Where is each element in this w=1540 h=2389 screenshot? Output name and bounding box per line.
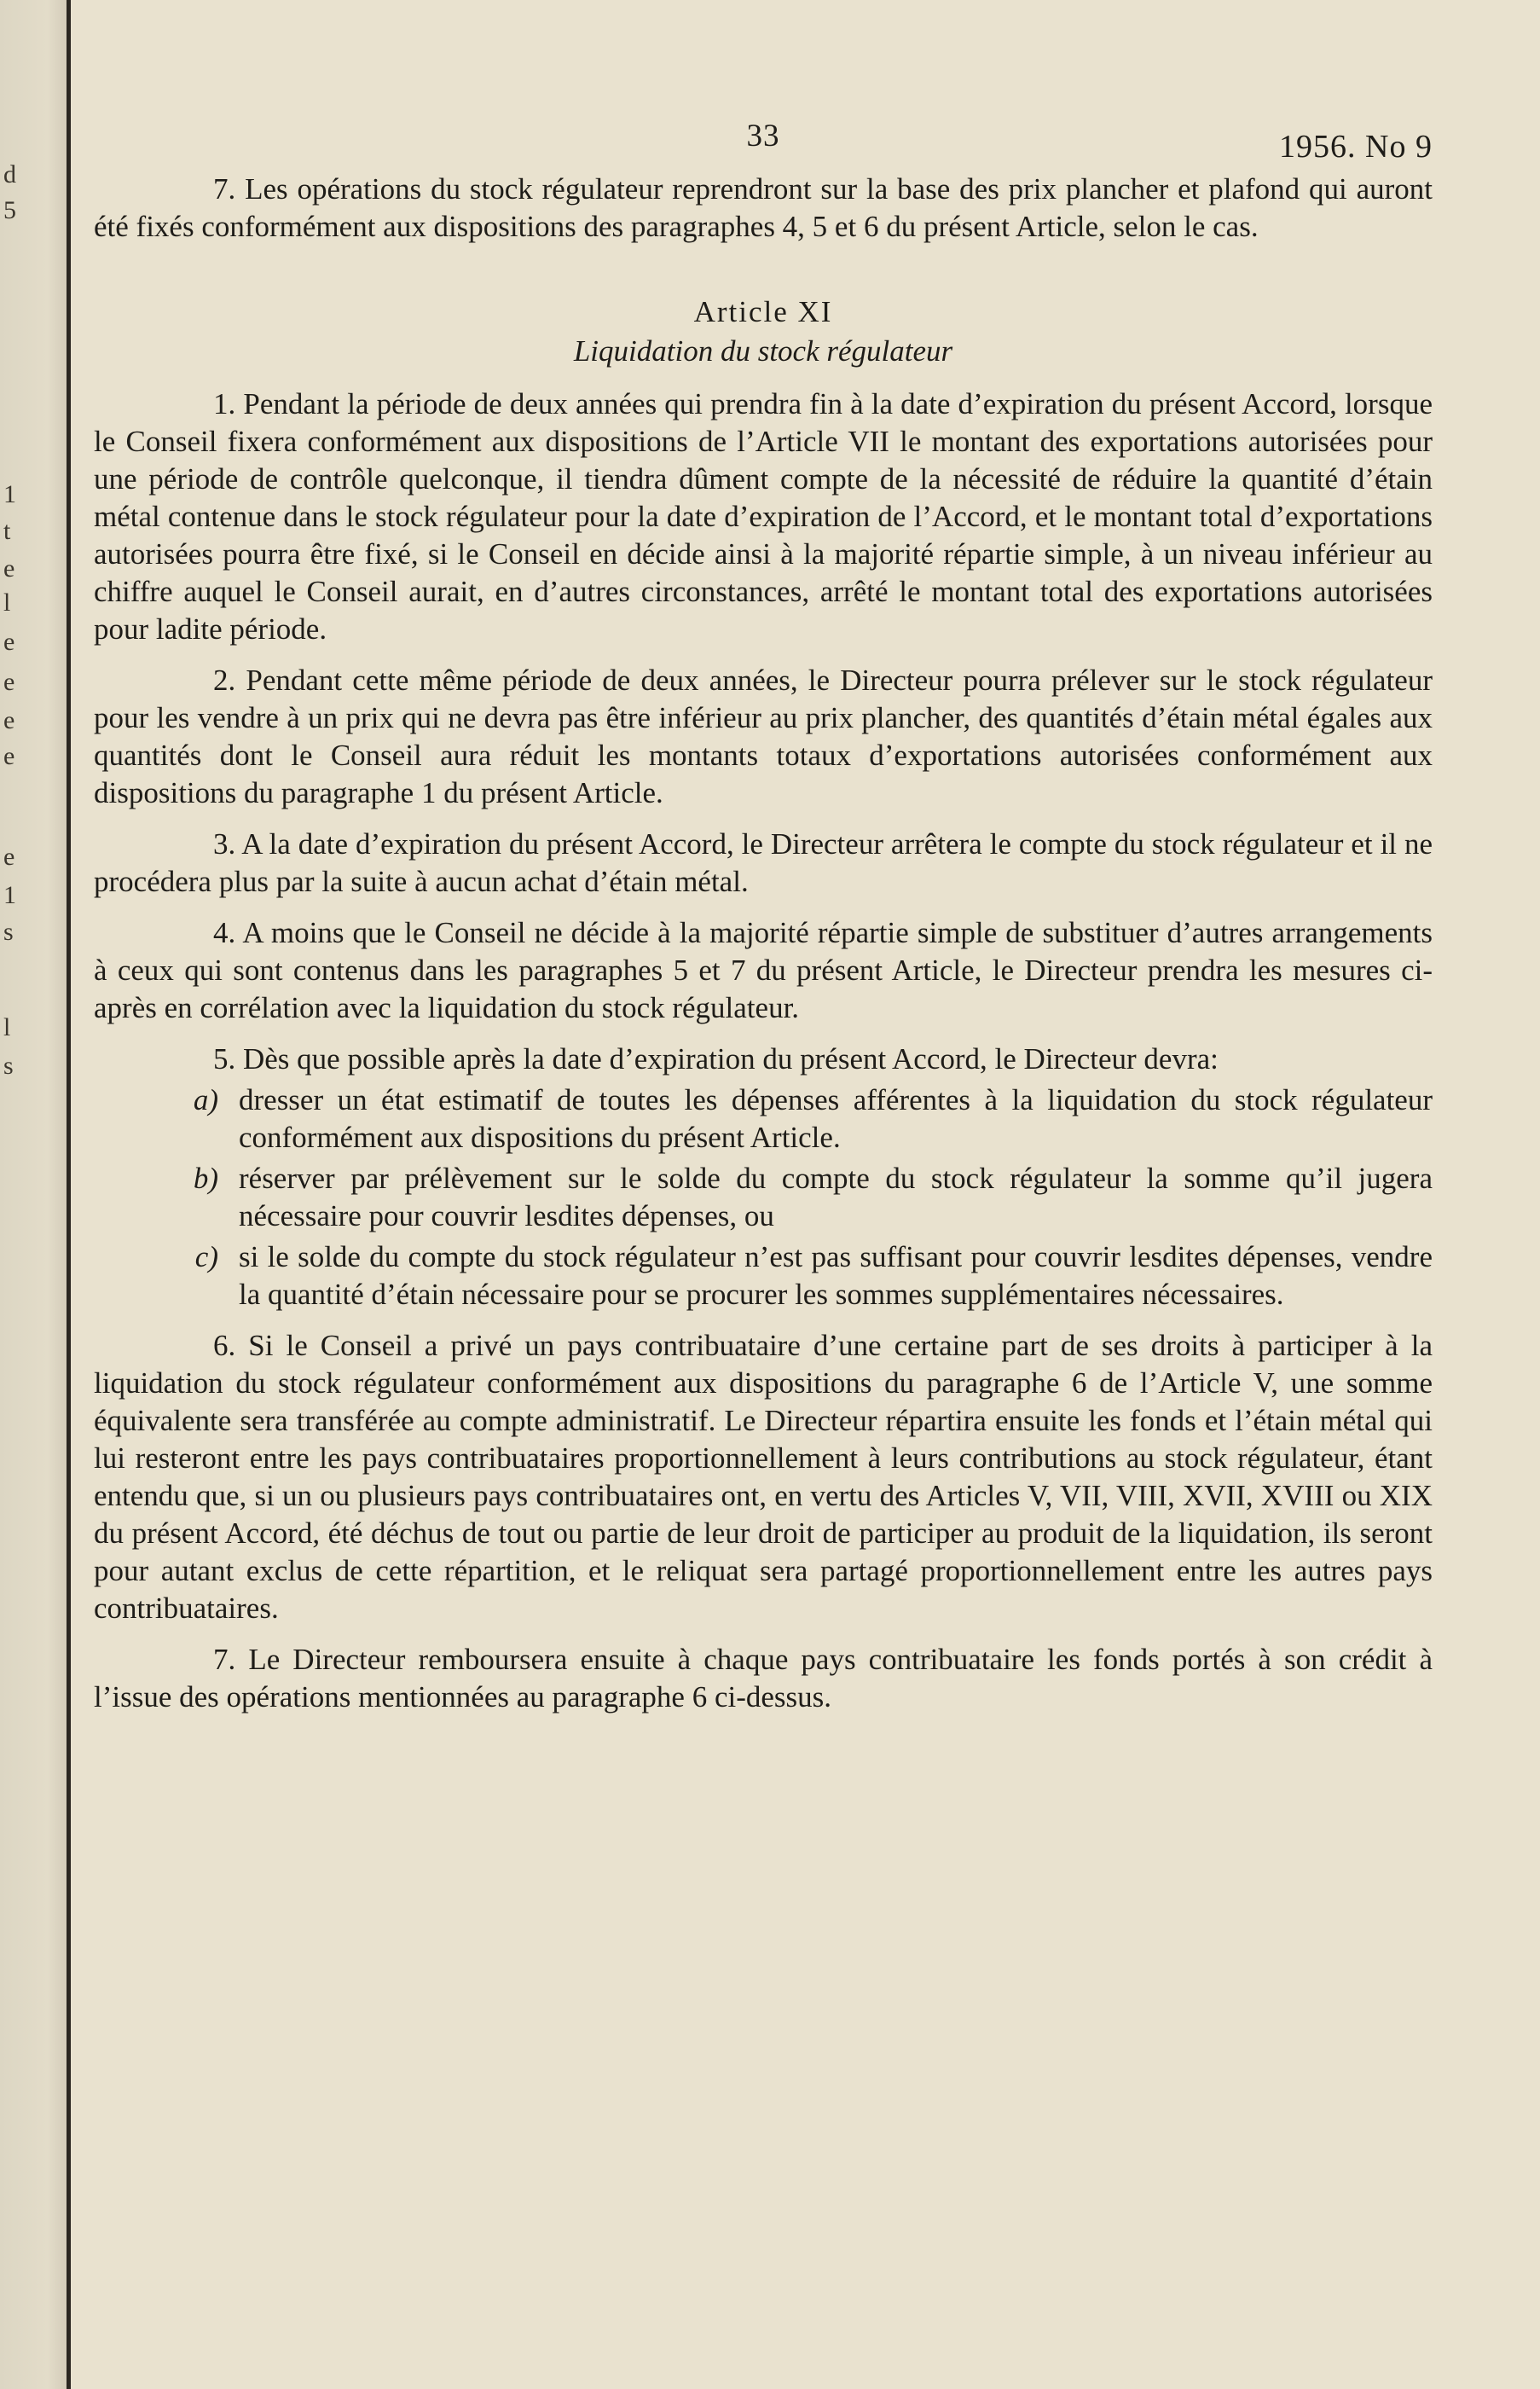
issue-reference: 1956. No 9	[1279, 129, 1433, 165]
list-item	[128, 1238, 1433, 1313]
paragraph-6: 6. Si le Conseil a privé un pays contribuataire d’une certaine part de ses droits à participer à la liquidation du stock régulateur conformément aux dispositions du paragraphe 6 de l’Article V, une somme équivalente sera transférée au compte administratif. Le Directeur répartira ensuite les fonds et l’étain métal qui lui resteront entre les pays contribuataires proportionnellement à leurs contributions au stock régulateur, étant entendu que, si un ou plusieurs pays contribuataires ont, en vertu des Articles V, VII, VIII, XVII, XVIII ou XIX du présent Accord, été déchus de tout ou partie de leur droit de participer au produit de la liquidation, ils seront pour autant exclus de cette répartition, et le reliquat sera partagé proportionnellement entre les autres pays contribuataires.	[94, 1329, 1433, 1625]
list-item-text: dresser un état estimatif de toutes les dépenses afférentes à la liquidation du stock régulateur conformément aux dispositions du présent Article.	[239, 1083, 1433, 1154]
paragraph-1: 1. Pendant la période de deux années qui prendra fin à la date d’expiration du présent Accord, lorsque le Conseil fixera conformément aux dispositions de l’Article VII le montant des exportations autorisées pour une période de contrôle quelconque, il tiendra dûment compte de la nécessité de réduire la quantité d’étain métal contenue dans le stock régulateur pour la date d’expiration de l’Accord, et le montant total d’exportations autorisées pourra être fixé, si le Conseil en décide ainsi à la majorité répartie simple, à un niveau inférieur au chiffre auquel le Conseil aurait, en d’autres circonstances, arrêté le montant total des exportations autorisées pour ladite période.	[94, 387, 1433, 646]
list-item-marker: a)	[193, 1083, 218, 1116]
bleed-char: 1	[3, 480, 16, 508]
bleed-char: 5	[3, 196, 16, 224]
bleed-char: e	[3, 628, 15, 656]
page-number: 33	[746, 119, 780, 154]
list-item	[128, 1160, 1433, 1235]
paragraph-5: 5. Dès que possible après la date d’expiration du présent Accord, le Directeur devra:	[213, 1042, 1219, 1076]
book-gutter	[67, 0, 71, 2389]
paragraph-7: 7. Le Directeur remboursera ensuite à chaque pays contribuataire les fonds portés à son crédit à l’issue des opérations mentionnées au paragraphe 6 ci-dessus.	[94, 1643, 1433, 1713]
bleed-char: t	[3, 517, 11, 545]
bleed-char: e	[3, 742, 15, 770]
article-subtitle: Liquidation du stock régulateur	[573, 334, 953, 368]
article-heading: Article XI	[693, 295, 833, 328]
list-item	[128, 1081, 1433, 1157]
paragraph-2: 2. Pendant cette même période de deux années, le Directeur pourra prélever sur le stock régulateur pour les vendre à un prix qui ne devra pas être inférieur au prix plancher, des quantités d’étain métal égales aux quantités dont le Conseil aura réduit les montants totaux d’exportations autorisées conformément aux dispositions du paragraphe 1 du présent Article.	[94, 664, 1433, 809]
bleed-char: e	[3, 843, 15, 871]
list-item-text: si le solde du compte du stock régulateur n’est pas suffisant pour couvrir lesdites dépenses, vendre la quantité d’étain nécessaire pour se procurer les sommes supplémentaires nécessaires.	[239, 1240, 1433, 1311]
list-item-marker: b)	[193, 1162, 218, 1195]
paragraph-5-list	[94, 1081, 1433, 1313]
paragraph-3: 3. A la date d’expiration du présent Accord, le Directeur arrêtera le compte du stock régulateur et il ne procédera plus par la suite à aucun achat d’étain métal.	[94, 827, 1433, 898]
bleed-char: l	[3, 589, 11, 617]
bleed-char: l	[3, 1013, 11, 1041]
bleed-char: d	[3, 160, 16, 188]
left-page-margin	[0, 0, 68, 2389]
bleed-char: 1	[3, 881, 16, 909]
bleed-char: e	[3, 706, 15, 734]
page-header	[94, 111, 1433, 171]
paragraph-7-previous-article: 7. Les opérations du stock régulateur reprendront sur la base des prix plancher et plafond qui auront été fixés conformément aux dispositions des paragraphes 4, 5 et 6 du présent Article, selon le cas.	[94, 172, 1433, 243]
bleed-char: e	[3, 554, 15, 583]
bleed-char: s	[3, 1052, 14, 1080]
bleed-char: e	[3, 668, 15, 696]
bleed-char: s	[3, 918, 14, 946]
list-item-marker: c)	[194, 1240, 218, 1273]
list-item-text: réserver par prélèvement sur le solde du compte du stock régulateur la somme qu’il jugera nécessaire pour couvrir lesdites dépenses, ou	[239, 1162, 1433, 1232]
paragraph-4: 4. A moins que le Conseil ne décide à la majorité répartie simple de substituer d’autres arrangements à ceux qui sont contenus dans les paragraphes 5 et 7 du présent Article, le Directeur prendra les mesures ci-après en corrélation avec la liquidation du stock régulateur.	[94, 916, 1433, 1024]
document-page	[94, 111, 1433, 1730]
